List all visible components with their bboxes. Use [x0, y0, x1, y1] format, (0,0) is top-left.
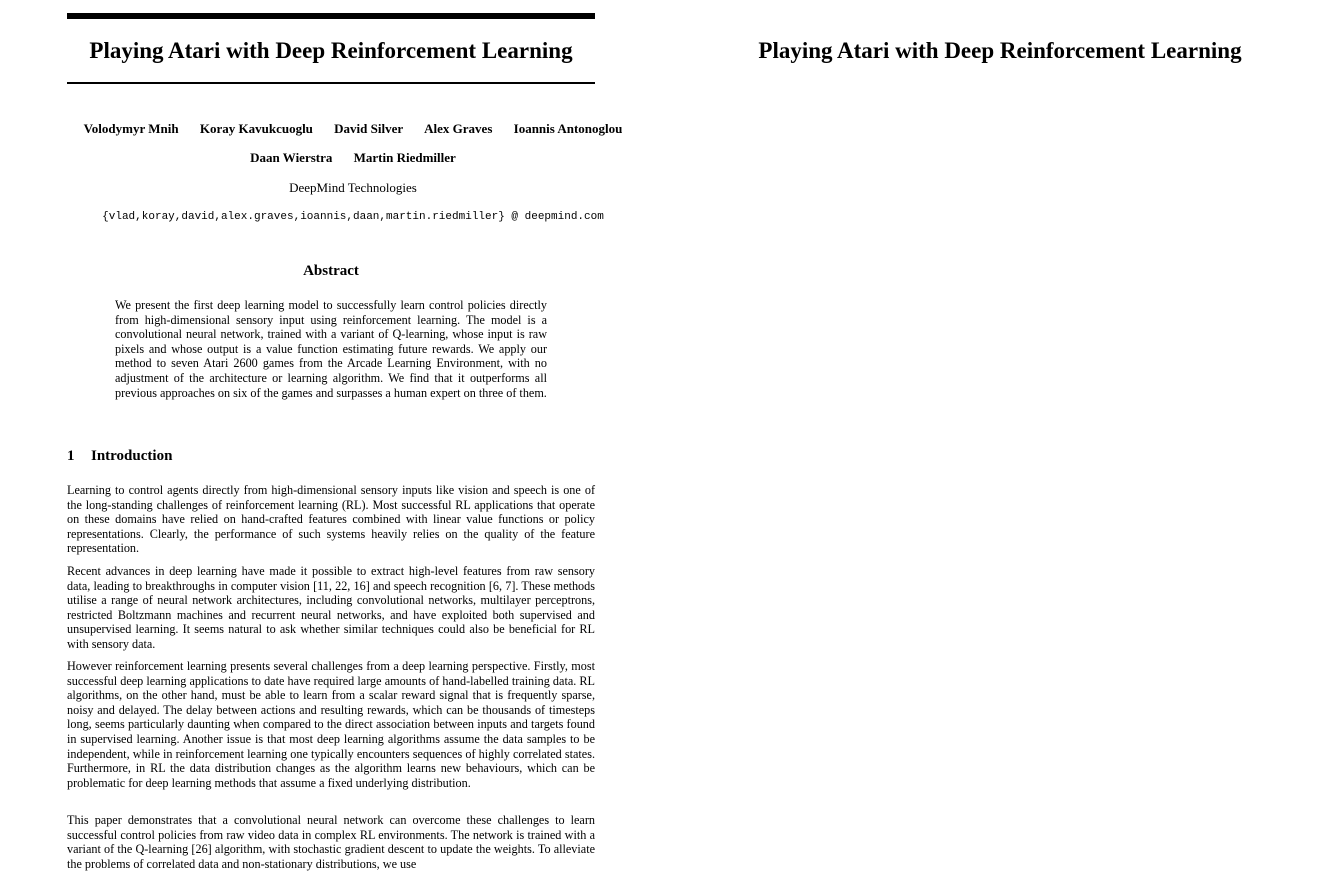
author-name: Koray Kavukcuoglu — [199, 121, 313, 136]
body-paragraph: Recent advances in deep learning have made it possible to extract high-level features from raw sensory data, leading to breakthroughs in computer vision [11, 22, 16] and speech recognition [6, 7]. These methods utilise a range of neural network architectures, including convolutional networks, multilayer perceptrons, restricted Boltzmann machines and recurrent neural networks, and have exploited both supervised and unsupervised learning. It seems natural to ask whether similar techniques could also be beneficial for RL with sensory data. — [67, 564, 595, 651]
author-name: Alex Graves — [424, 121, 493, 136]
author-name: Martin Riedmiller — [353, 150, 456, 165]
section-title: Introduction — [91, 448, 173, 464]
abstract-heading: Abstract — [303, 263, 359, 279]
section-number: 1 — [67, 448, 75, 464]
author-emails: {vlad,koray,david,alex.graves,ioannis,daan,martin.riedmiller} @ deepmind.com — [102, 211, 604, 223]
author-name: David Silver — [334, 121, 403, 136]
right-panel-title: Playing Atari with Deep Reinforcement Learning — [758, 38, 1242, 63]
author-name: Daan Wierstra — [250, 150, 333, 165]
body-paragraph: This paper demonstrates that a convolutional neural network can overcome these challenges to learn successful control policies from raw video data in complex RL environments. The network is trained with a variant of the Q-learning [26] algorithm, with stochastic gradient descent to update the weights. To alleviate the problems of correlated data and non-stationary distributions, we use — [67, 813, 595, 871]
paper-title: Playing Atari with Deep Reinforcement Learning — [89, 38, 573, 63]
body-paragraph: However reinforcement learning presents several challenges from a deep learning perspective. Firstly, most successful deep learning applications to date have required large amounts of hand-labelled training data. RL algorithms, on the other hand, must be able to learn from a scalar reward signal that is frequently sparse, noisy and delayed. The delay between actions and resulting rewards, which can be thousands of timesteps long, seems particularly daunting when compared to the direct association between inputs and targets found in supervised learning. Another issue is that most deep learning algorithms assume the data samples to be independent, while in reinforcement learning one typically encounters sequences of highly correlated states. Furthermore, in RL the data distribution changes as the algorithm learns new behaviours, which can be problematic for deep learning methods that assume a fixed underlying distribution. — [67, 659, 595, 790]
title-top-rule — [67, 13, 595, 19]
authors-line — [0, 121, 706, 137]
title-bottom-rule — [67, 82, 595, 84]
affiliation: DeepMind Technologies — [289, 180, 417, 195]
authors-line — [0, 150, 706, 166]
body-paragraph: Learning to control agents directly from high-dimensional sensory inputs like vision and speech is one of the long-standing challenges of reinforcement learning (RL). Most successful RL applications that operate on these domains have relied on hand-crafted features combined with linear value functions or policy representations. Clearly, the performance of such systems heavily relies on the quality of the feature representation. — [67, 483, 595, 556]
abstract-body: We present the first deep learning model to successfully learn control policies directly from high-dimensional sensory input using reinforcement learning. The model is a convolutional neural network, trained with a variant of Q-learning, whose input is raw pixels and whose output is a value function estimating future rewards. We apply our method to seven Atari 2600 games from the Arcade Learning Environment, with no adjustment of the architecture or learning algorithm. We find that it outperforms all previous approaches on six of the games and surpasses a human expert on three of them. — [115, 298, 547, 400]
section-heading — [67, 447, 172, 465]
author-name: Volodymyr Mnih — [83, 121, 179, 136]
author-name: Ioannis Antonoglou — [513, 121, 623, 136]
